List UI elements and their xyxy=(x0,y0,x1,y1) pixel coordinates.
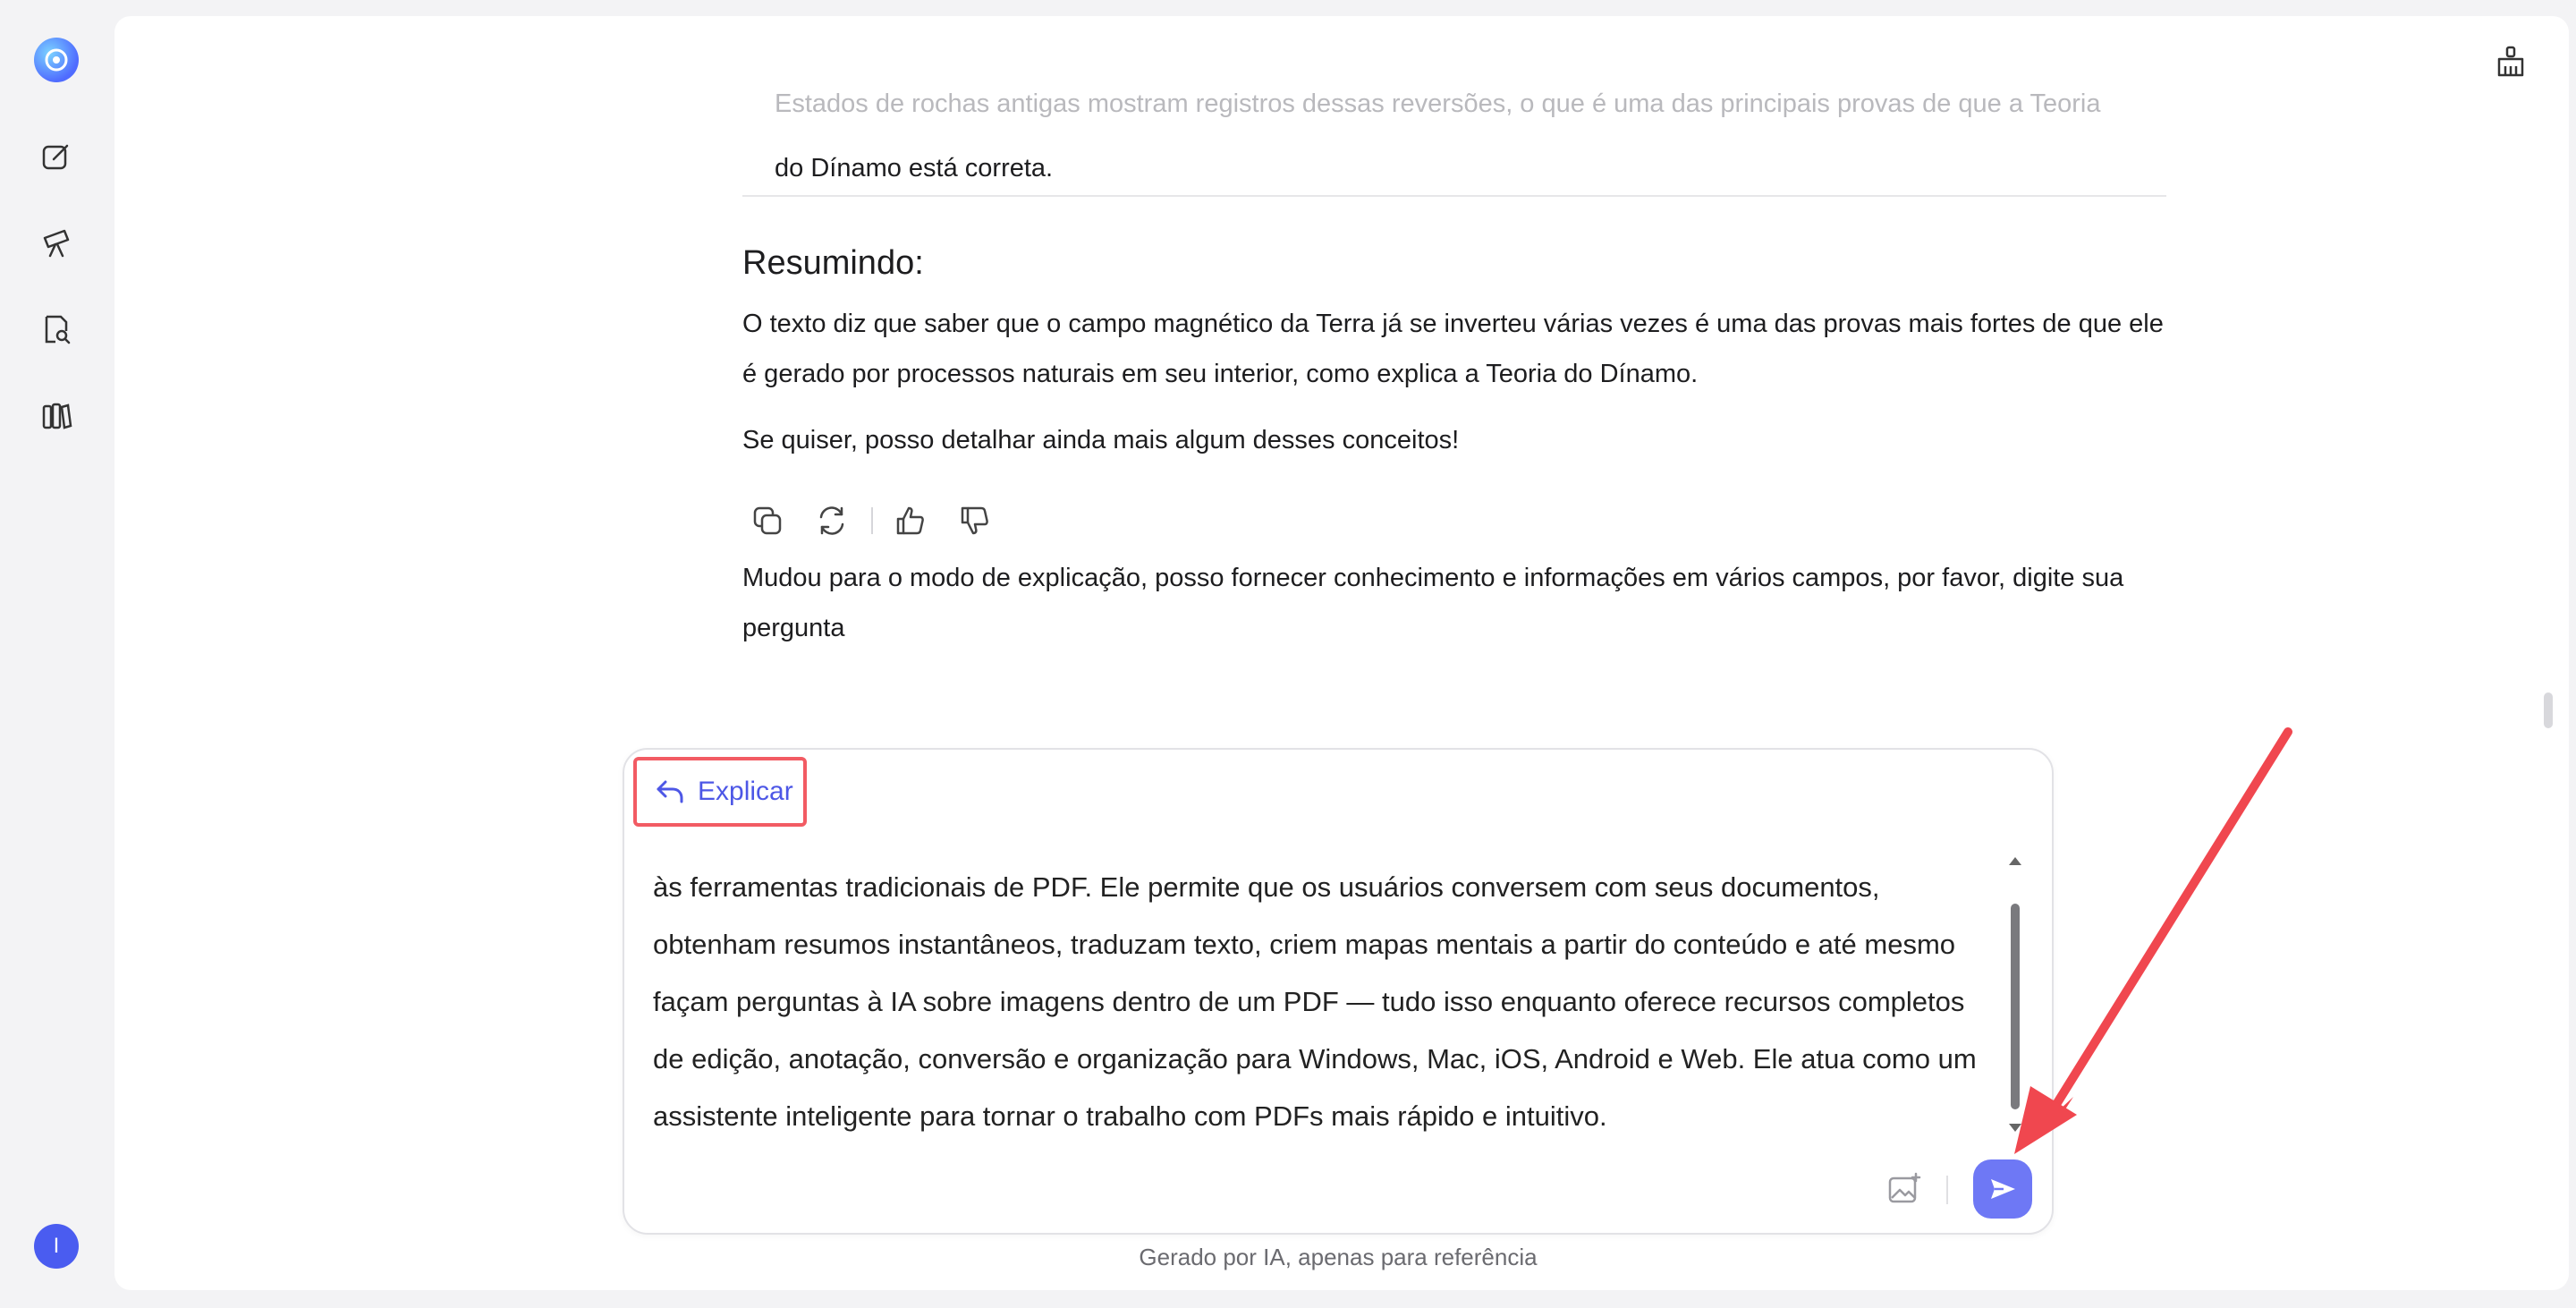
edit-icon xyxy=(40,140,72,173)
new-chat-button[interactable] xyxy=(36,136,77,177)
message-input[interactable]: às ferramentas tradicionais de PDF. Ele permite que os usuários conversem com seus documentos, obtenham resumos instantâneos, traduzam texto, criem mapas mentais a partir do conteúdo e até mesmo façam perguntas à IA sobre imagens dentro de um PDF — tudo isso enquanto oferece recursos completos de edição, anotação, conversão e organização para Windows, Mac, iOS, Android e Web. Ele atua como um assistente inteligente para tornar o trabalho com PDFs mais rápido e intuitivo. xyxy=(653,871,1977,1132)
image-add-icon xyxy=(1886,1171,1922,1207)
like-button[interactable] xyxy=(886,496,936,546)
send-icon xyxy=(1987,1174,2018,1204)
ai-disclaimer: Gerado por IA, apenas para referência xyxy=(1139,1244,1538,1270)
sidebar xyxy=(0,0,114,1308)
reply-arrow-icon xyxy=(655,778,685,805)
input-scrollbar-thumb[interactable] xyxy=(2011,904,2020,1109)
message-actions xyxy=(742,496,1014,546)
add-image-button[interactable] xyxy=(1885,1170,1923,1208)
search-doc-button[interactable] xyxy=(36,310,77,351)
refresh-icon xyxy=(816,505,848,537)
dislike-button[interactable] xyxy=(950,496,1000,546)
broom-icon xyxy=(2494,45,2528,79)
divider xyxy=(742,195,2166,197)
input-separator xyxy=(1946,1176,1948,1204)
thumbs-down-icon xyxy=(959,505,991,537)
mode-label: Explicar xyxy=(698,777,793,806)
mode-chip-explicar[interactable] xyxy=(633,757,807,827)
chat-input-card xyxy=(623,748,2054,1235)
summary-heading: Resumindo: xyxy=(742,244,924,282)
action-separator xyxy=(871,507,873,534)
regenerate-button[interactable] xyxy=(807,496,857,546)
offer-paragraph: Se quiser, posso detalhar ainda mais algum desses conceitos! xyxy=(742,426,1460,454)
faded-text: Estados de rochas antigas mostram registros dessas reversões, o que é uma das principais provas de que a Teoria xyxy=(775,89,2101,118)
page-scrollbar[interactable] xyxy=(2544,692,2553,728)
scroll-up-arrow[interactable] xyxy=(2009,857,2021,865)
mode-switch-message: Mudou para o modo de explicação, posso fornecer conhecimento e informações em vários campos, por favor, digite sua pergunta xyxy=(742,564,2124,642)
books-icon xyxy=(39,399,73,433)
copy-icon xyxy=(751,505,784,537)
telescope-icon xyxy=(39,225,73,259)
summary-paragraph: O texto diz que saber que o campo magnético da Terra já se inverteu várias vezes é uma das provas mais fortes de que ele é gerado por processos naturais em seu interior, como explica a Teoria do Dínamo. xyxy=(742,310,2164,388)
message-text: do Dínamo está correta. xyxy=(775,154,1054,183)
scroll-down-arrow[interactable] xyxy=(2009,1124,2021,1132)
copy-button[interactable] xyxy=(742,496,792,546)
clear-chat-button[interactable] xyxy=(2490,41,2531,82)
library-button[interactable] xyxy=(36,395,77,437)
thumbs-up-icon xyxy=(894,505,927,537)
logo-icon xyxy=(42,46,71,74)
user-avatar[interactable]: I xyxy=(34,1224,79,1269)
telescope-button[interactable] xyxy=(36,222,77,263)
app-logo[interactable] xyxy=(34,38,79,82)
send-button[interactable] xyxy=(1973,1159,2032,1219)
document-search-icon xyxy=(39,313,73,347)
